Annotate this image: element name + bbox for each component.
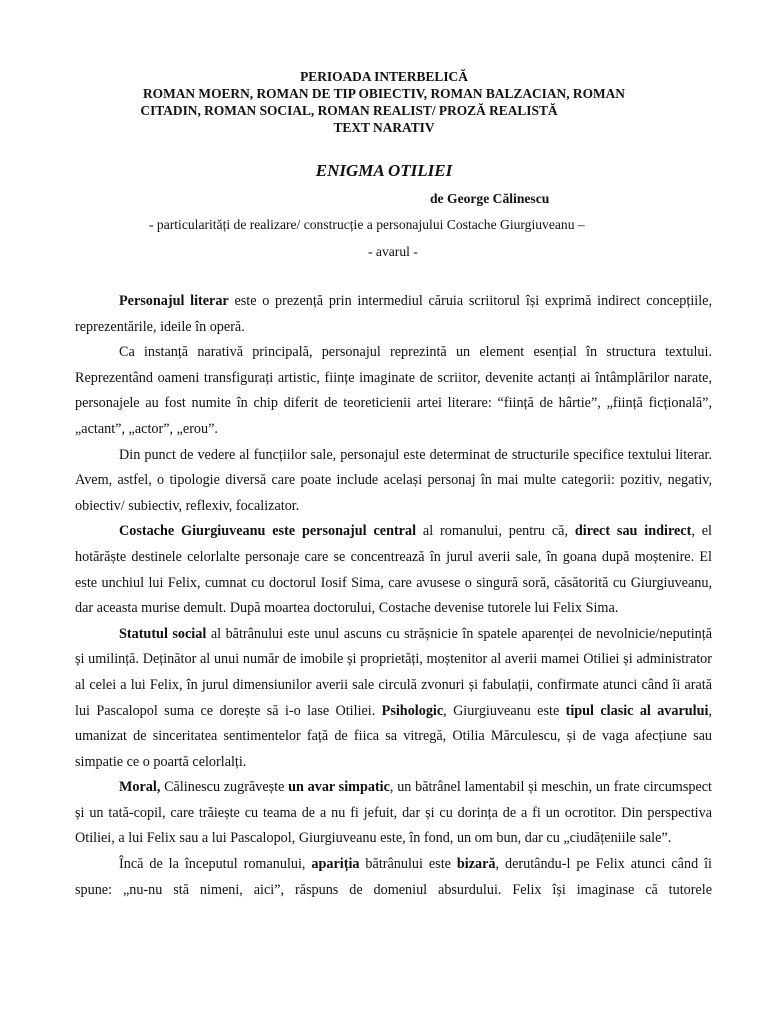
essay-body [75, 289, 712, 903]
header-genre-line-1: ROMAN MOERN, ROMAN DE TIP OBIECTIV, ROMAN BALZACIAN, ROMAN [143, 86, 625, 101]
header-genre-line-2: CITADIN, ROMAN SOCIAL, ROMAN REALIST/ PROZĂ REALISTĂ [140, 103, 558, 118]
paragraph-functii: Din punct de vedere al funcțiilor sale, personajul este determinat de structurile specifice textului literar. Avem, astfel, o tipologie diversă care poate include același personaj în mai multe categorii: pozitiv, negativ, obiectiv/ subiectiv, reflexiv, focalizator. [75, 446, 712, 514]
paragraph-costache-central: Costache Giurgiuveanu este personajul central al romanului, pentru că, direct sau indirect, el hotărăște destinele celorlalte personaje care se concentrează în jurul averii sale, în goana după moștenire. El este unchiul lui Felix, cumnat cu doctorul Iosif Sima, care avusese o singură soră, căsătorită cu Giurgiuveanu, dar aceasta murise demult. După moartea doctorului, Costache devenise tutorele lui Felix Sima. [75, 523, 712, 617]
paragraph-moral: Moral, Călinescu zugrăvește un avar simpatic, un bătrânel lamentabil și meschin, un frate circumspect și un tată-copil, care trăiește cu teama de a nu fi jefuit, dar și cu dorința de a fi un ocrotitor. Din perspectiva Otiliei, a lui Felix sau a lui Pascalopol, Giurgiuveanu este, în fond, un om bun, dar cu „ciudățeniile sale”. [75, 779, 712, 847]
paragraph-aparitie: Încă de la începutul romanului, apariția bătrânului este bizară, derutându-l pe Felix atunci când îi spune: „nu-nu stă nimeni, aici”, răspuns de domeniul absurdului. Felix își imaginase că tutorele [75, 856, 712, 898]
subtitle-topic: - particularități de realizare/ construcție a personajului Costache Giurgiuveanu – [149, 217, 585, 232]
term-personaj-literar: Personajul literar [119, 293, 229, 309]
header-period: PERIOADA INTERBELICĂ [300, 69, 468, 84]
work-title: ENIGMA OTILIEI [315, 161, 453, 180]
paragraph-instanta-narativa: Ca instanță narativă principală, personajul reprezintă un element esențial în structura textului. Reprezentând oameni transfigurați artistic, ființe imaginate de scriitor, devenite actanți ai întâmplărilor narate, personajele au fost numite în chip diferit de teoreticienii artei literare: “ființă de hârtie”, „ființă ficțională”, „actant”, „actor”, „erou”. [75, 344, 712, 437]
header-text-type: TEXT NARATIV [333, 120, 435, 135]
paragraph-statut-social: Statutul social al bătrânului este unul ascuns cu strășnicie în spatele aparenței de nevolnicie/neputință și umilință. Deținător al unui număr de imobile și proprietăți, moștenitor al averii mamei Otiliei și administrator al celei a lui Felix, în jurul dimensiunilor averii sale circulă zvonuri și fabulații, confirmate atunci când îi arată lui Pascalopol suma ce dorește să i-o lase Otiliei. Psihologic, Giurgiuveanu este tipul clasic al avarului, umanizat de sinceritatea sentimentelor față de fiica sa vitregă, Otilia Mărculescu, și de vaga afecțiune sau simpatie ce o poartă celorlalți. [75, 625, 713, 770]
subtitle-character-type: - avarul - [368, 244, 418, 259]
work-author: de George Călinescu [430, 191, 550, 206]
paragraph-personaj: Personajul literar este o prezență prin intermediul căruia scriitorul își exprimă indirect concepțiile, reprezentările, ideile în operă. [75, 293, 712, 335]
